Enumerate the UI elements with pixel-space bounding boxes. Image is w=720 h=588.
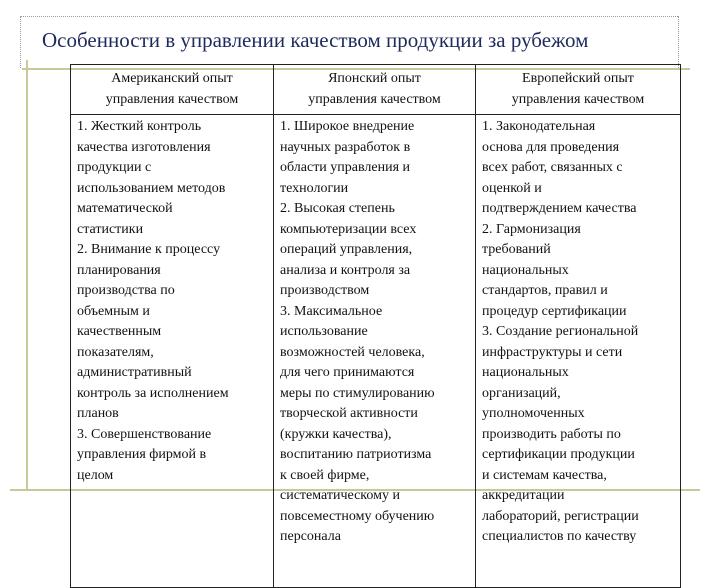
header-american-line2: управления качеством (105, 91, 239, 107)
cell-japanese: 1. Широкое внедрение научных разработок в области управления и технологии 2. Высокая степень компьютеризации всех операций управления, анализа и контроля за производством 3. Максимальное использование возможностей человека, для чего принимаются меры по стимулированию творческой активности (кружки качества), воспитанию патриотизма к своей фирме, систематическому и повсеместному обучению персонала (274, 115, 476, 588)
frame-top-border (20, 16, 678, 18)
header-american-line1: Американский опыт (111, 71, 233, 86)
table-row (71, 115, 681, 588)
slide-title: Особенности в управлении качеством продукции за рубежом (42, 28, 589, 52)
frame-left-border (20, 16, 22, 68)
header-japanese (274, 65, 476, 115)
header-european-line1: Европейский опыт (522, 71, 634, 86)
header-european (476, 65, 681, 115)
header-japanese-line2: управления качеством (308, 91, 441, 107)
cell-american: 1. Жесткий контроль качества изготовления продукции с использованием методов математической статистики 2. Внимание к процессу планирования производства по объемным и качественным показателям, административный контроль за исполнением планов 3. Совершенствование управления фирмой в целом (71, 115, 274, 588)
table-header-row (71, 65, 681, 115)
left-accent-line (26, 60, 28, 490)
frame-right-border (678, 16, 680, 68)
header-american (71, 65, 274, 115)
comparison-table (70, 64, 681, 588)
header-japanese-line1: Японский опыт (328, 71, 421, 86)
header-european-line2: управления качеством (511, 91, 645, 107)
cell-european: 1. Законодательная основа для проведения всех работ, связанных с оценкой и подтверждением качества 2. Гармонизация требований национальных стандартов, правил и процедур сертификации 3. Создание региональной инфраструктуры и сети национальных организаций, уполномоченных производить работы по сертификации продукции и системам качества, аккредитации лабораторий, регистрации специалистов по качеству (476, 115, 681, 588)
